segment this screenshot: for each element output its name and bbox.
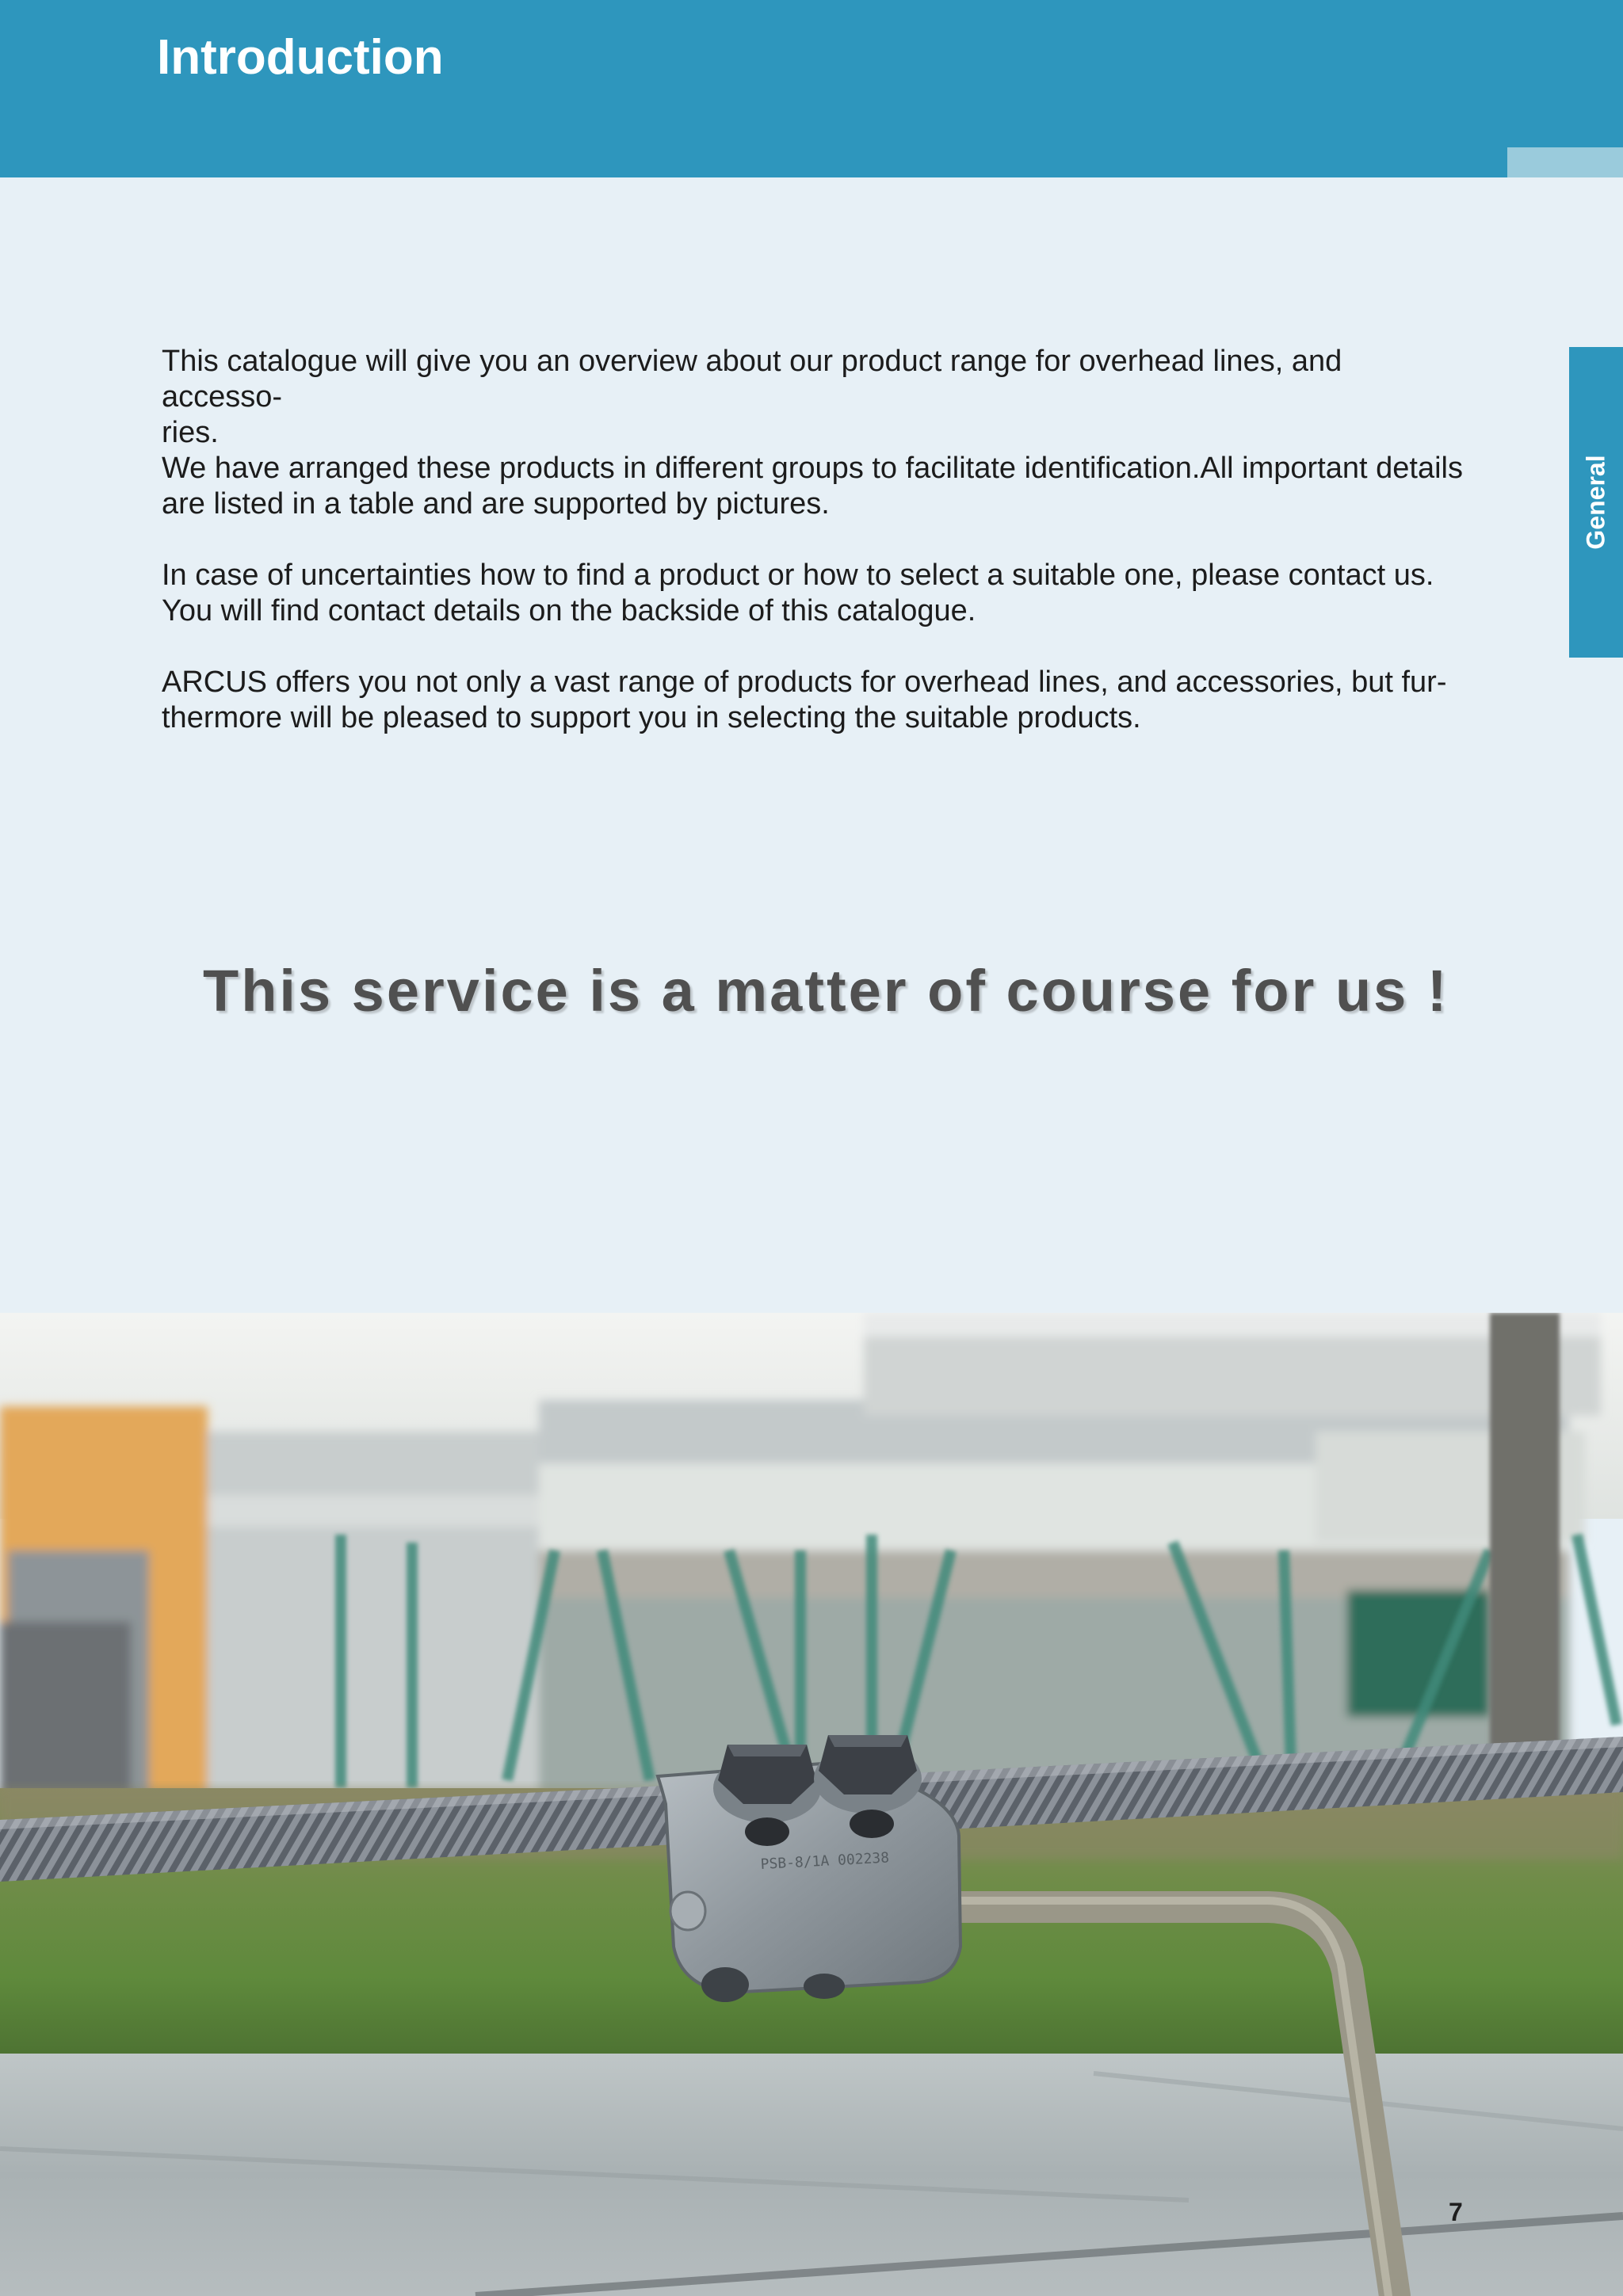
header-accent-bar (1507, 147, 1623, 177)
section-tab-general[interactable] (1569, 347, 1623, 658)
text-line: ARCUS offers you not only a vast range of products for overhead lines, and accessories, but fur- (162, 666, 1447, 699)
text-line: We have arranged these products in different groups to facilitate identification.All important details (162, 452, 1463, 485)
page-header (0, 0, 1623, 177)
text-line: are listed in a table and are supported by pictures. (162, 487, 830, 521)
page-title: Introduction (157, 30, 444, 85)
service-tagline: This service is a matter of course for us ! (203, 958, 1449, 1024)
text-line: In case of uncertainties how to find a product or how to select a suitable one, please contact us. (162, 559, 1434, 592)
text-line: thermore will be pleased to support you in selecting the suitable products. (162, 701, 1141, 734)
svg-text:PSB-8/1A 002238: PSB-8/1A 002238 (760, 1849, 890, 1873)
intro-paragraph (162, 344, 1469, 522)
section-tab-label: General (1581, 455, 1610, 550)
intro-paragraph (162, 665, 1469, 736)
product-photo (0, 1313, 1623, 2296)
page-number: 7 (1449, 2198, 1463, 2226)
intro-paragraph (162, 558, 1469, 629)
intro-text (162, 344, 1469, 736)
text-line: ries. (162, 416, 219, 449)
text-line: This catalogue will give you an overview about our product range for overhead lines, and accesso- (162, 345, 1342, 414)
text-line: You will find contact details on the backside of this catalogue. (162, 594, 976, 627)
